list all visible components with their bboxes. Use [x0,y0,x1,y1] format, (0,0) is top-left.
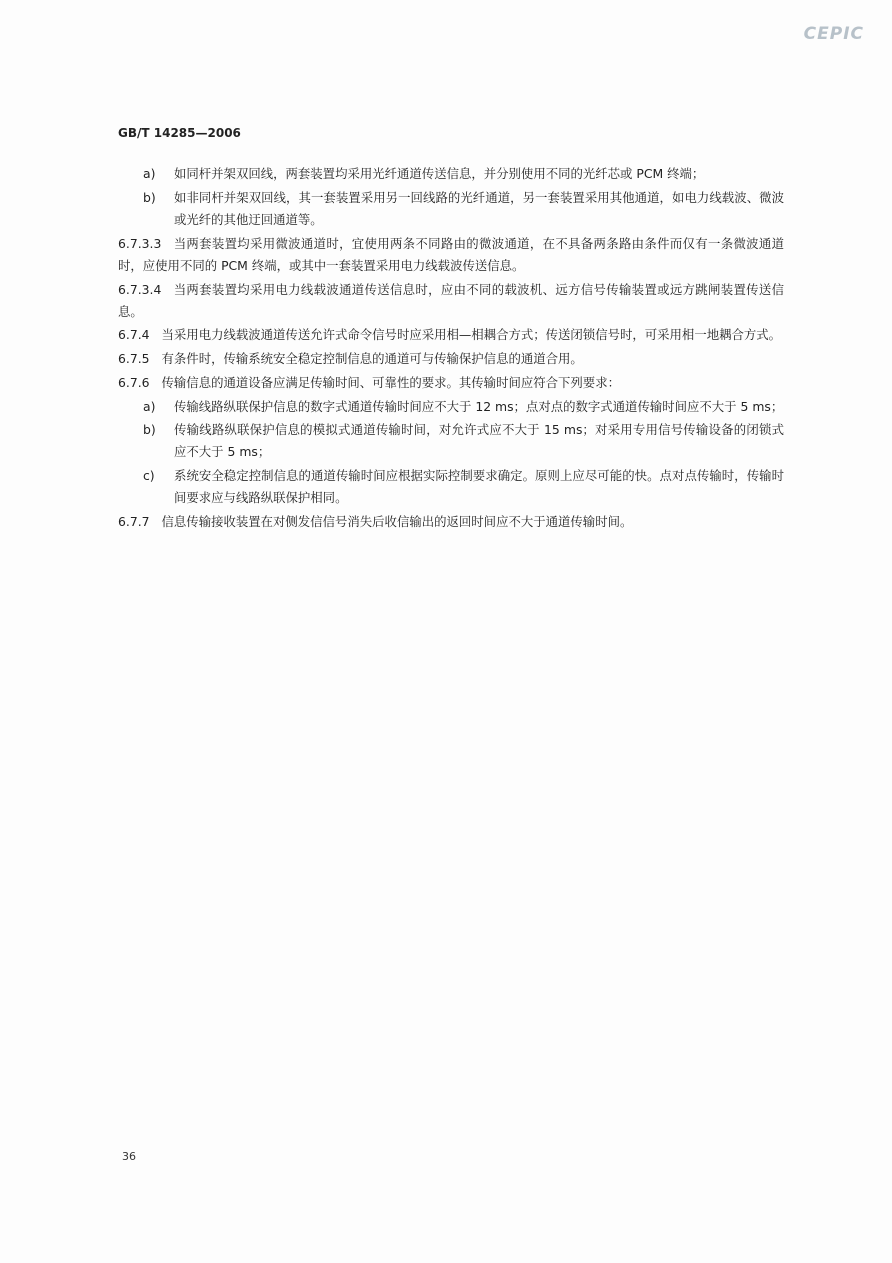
clause-text: 信息传输接收装置在对侧发信信号消失后收信输出的返回时间应不大于通道传输时间。 [161,514,633,530]
page-number: 36 [122,1150,136,1163]
list-item-label: a) [143,398,156,414]
clause-paragraph [118,279,784,323]
list-item [118,187,784,231]
cepic-logo: CEPIC [803,24,864,44]
list-item-label: b) [143,422,156,438]
clause-text: 传输信息的通道设备应满足传输时间、可靠性的要求。其传输时间应符合下列要求： [161,374,620,390]
list-item-text: 传输线路纵联保护信息的数字式通道传输时间应不大于 12 ms；点对点的数字式通道传输时间应不大于 5 ms； [174,398,784,414]
list-item-text: 如同杆并架双回线，两套装置均采用光纤通道传送信息，并分别使用不同的光纤芯或 PCM 终端； [174,166,705,181]
clause-number: 6.7.5 [118,351,150,367]
list-item-text: 系统安全稳定控制信息的通道传输时间应根据实际控制要求确定。原则上应尽可能的快。点对点传输时，传输时间要求应与线路纵联保护相同。 [174,468,784,506]
list-item [118,396,784,418]
clause-text: 有条件时，传输系统安全稳定控制信息的通道可与传输保护信息的通道合用。 [161,351,583,367]
clause-paragraph [118,233,784,277]
clause-text: 当两套装置均采用电力线载波通道传送信息时，应由不同的载波机、远方信号传输装置或远方跳闸装置传送信息。 [118,281,784,319]
list-item-label: a) [143,166,156,181]
clause-paragraph [118,324,784,346]
list-item-label: b) [143,189,156,205]
standard-header: GB/T 14285—2006 [118,126,241,140]
clause-number: 6.7.3.4 [118,281,162,297]
clause-paragraph [118,511,784,533]
list-item-text: 如非同杆并架双回线，其一套装置采用另一回线路的光纤通道，另一套装置采用其他通道，如电力线载波、微波或光纤的其他迂回通道等。 [174,189,784,227]
list-item [118,465,784,509]
list-item [118,419,784,463]
list-item-text: 传输线路纵联保护信息的模拟式通道传输时间，对允许式应不大于 15 ms；对采用专用信号传输设备的闭锁式应不大于 5 ms； [174,422,784,460]
clause-number: 6.7.7 [118,514,150,530]
clause-text: 当采用电力线载波通道传送允许式命令信号时应采用相—相耦合方式；传送闭锁信号时，可采用相一地耦合方式。 [161,327,782,343]
list-item-label: c) [143,468,155,484]
clause-number: 6.7.4 [118,327,150,343]
list-item [118,163,784,185]
clause-number: 6.7.3.3 [118,235,162,251]
clause-paragraph [118,372,784,394]
body-text [118,163,784,535]
clause-text: 当两套装置均采用微波通道时，宜使用两条不同路由的微波通道，在不具备两条路由条件而仅有一条微波通道时，应使用不同的 PCM 终端，或其中一套装置采用电力线载波传送信息。 [118,235,784,273]
clause-paragraph [118,348,784,370]
clause-number: 6.7.6 [118,374,150,390]
